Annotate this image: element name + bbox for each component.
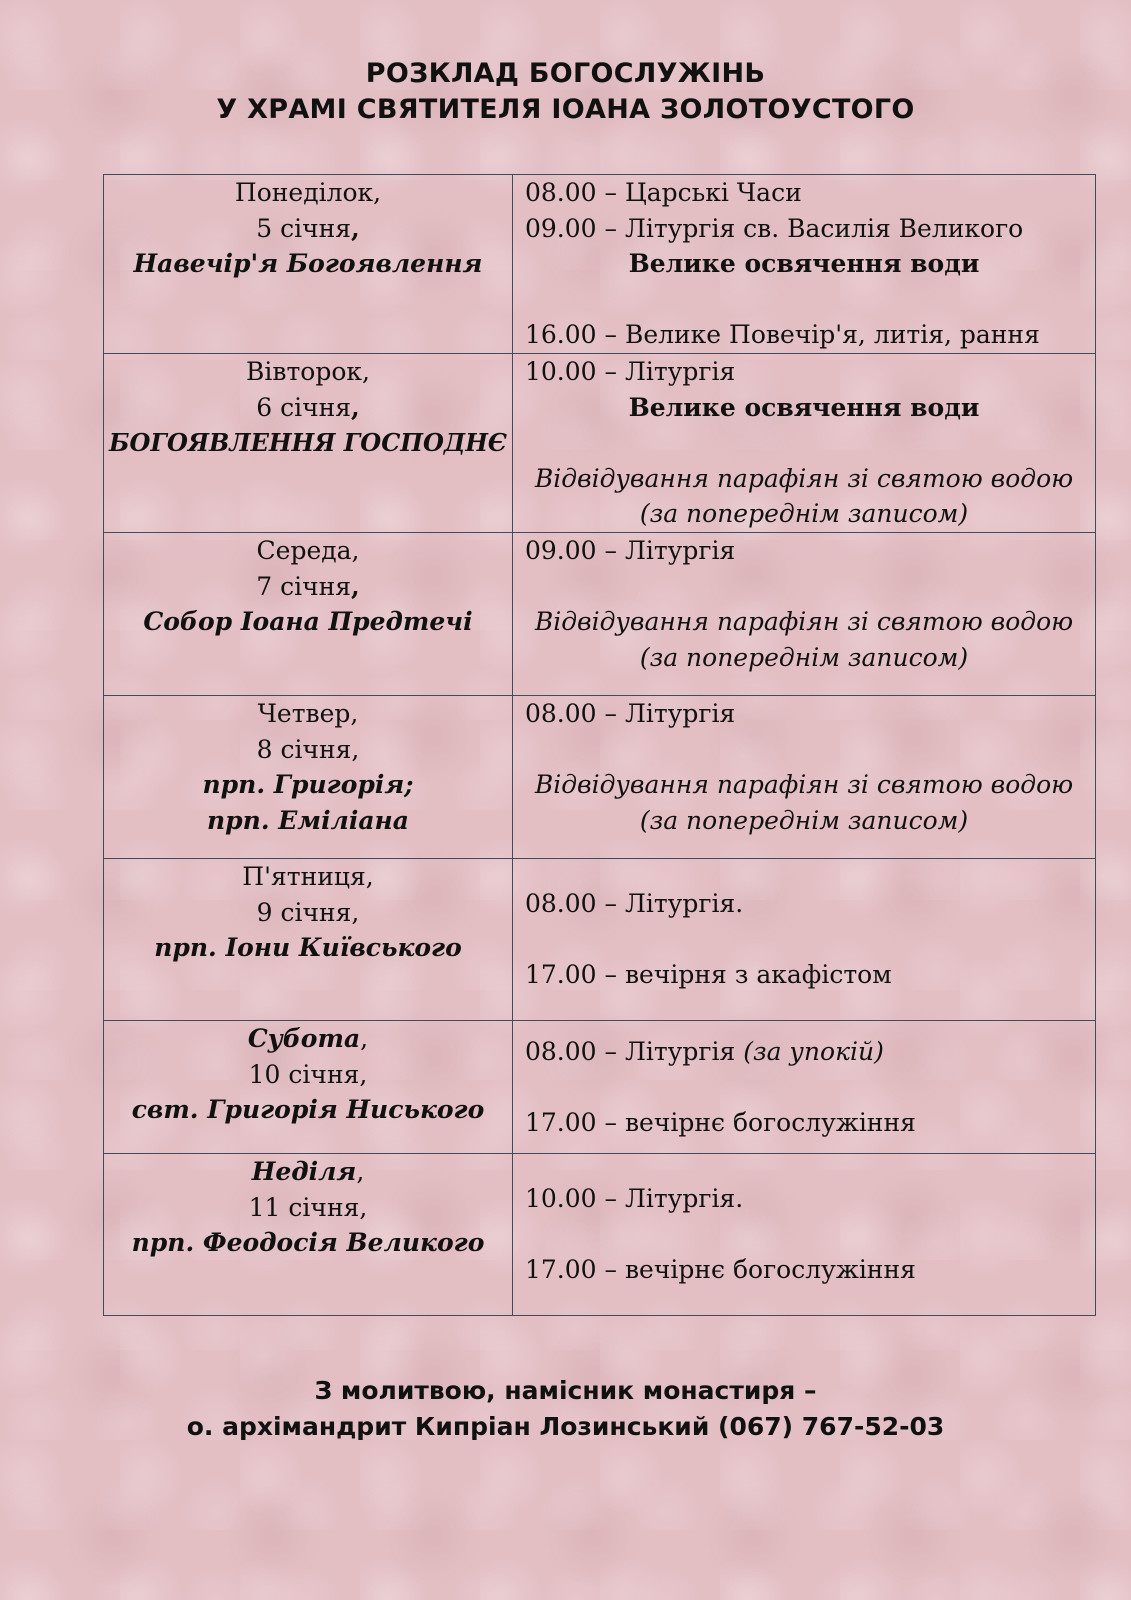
services-cell [513,1020,1096,1153]
service-item: 08.00 – Літургія. [525,889,744,919]
table-row [104,1020,1096,1153]
schedule-table [103,174,1096,1316]
weekday: Субота [247,1023,361,1053]
services-cell [513,858,1096,1020]
table-row [104,858,1096,1020]
weekday: Вівторок, [246,356,370,386]
services-cell [513,1153,1096,1315]
service-note: (за упокій) [743,1036,884,1066]
weekday: Неділя [251,1156,357,1186]
weekday-punct: , [360,1023,369,1053]
service-item: 09.00 – Літургія св. Василія Великого [525,213,1024,243]
service-highlight: Велике освячення води [628,392,980,422]
day-cell [104,858,513,1020]
weekday-punct: , [356,1156,365,1186]
date: 6 січня [256,392,352,422]
signature-footer [0,1373,1131,1445]
feast-name: прп. Григорія; [202,770,414,800]
feast-name: прп. Еміліана [207,805,409,835]
footer-line-1: З молитвою, намісник монастиря – [314,1376,817,1405]
day-cell [104,353,513,532]
date-punct: , [351,392,360,422]
table-row [104,1153,1096,1315]
weekday: Середа, [256,535,360,565]
date-punct: , [351,571,360,601]
visit-note: Відвідування парафіян зі святою водою [534,770,1074,800]
day-cell [104,1153,513,1315]
services-cell [513,695,1096,858]
date: 7 січня [256,571,352,601]
feast-name: БОГОЯВЛЕННЯ ГОСПОДНЄ [109,428,507,458]
footer-line-2: о. архімандрит Кипріан Лозинський (067) 767-52-03 [186,1412,945,1441]
visit-note-sub: (за попереднім записом) [639,499,969,529]
feast-name: Собор Іоана Предтечі [143,607,473,637]
date: 11 січня, [248,1192,368,1222]
service-item: 08.00 – Царські Часи [525,178,802,207]
date: 8 січня, [256,734,360,764]
service-item: 10.00 – Літургія. [525,1184,744,1214]
date: 5 січня [256,213,352,243]
weekday: Понеділок, [234,178,382,207]
day-cell [104,532,513,695]
services-cell [513,175,1096,354]
feast-name: прп. Іони Київського [154,933,462,963]
feast-name: Навечір'я Богоявлення [133,249,483,279]
title-line-2: У ХРАМІ СВЯТИТЕЛЯ ІОАНА ЗОЛОТОУСТОГО [216,94,915,125]
table-row [104,532,1096,695]
service-item: 17.00 – вечірнє богослужіння [525,1255,916,1285]
visit-note-sub: (за попереднім записом) [639,642,969,672]
service-item: 09.00 – Літургія [525,535,736,565]
service-highlight: Велике освячення води [628,249,980,279]
service-item: 17.00 – вечірня з акафістом [525,960,892,990]
title-line-1: РОЗКЛАД БОГОСЛУЖІНЬ [365,58,766,89]
service-item: 08.00 – Літургія [525,1036,736,1066]
service-item: 08.00 – Літургія [525,698,736,728]
weekday: П'ятниця, [242,861,374,891]
visit-note-sub: (за попереднім записом) [639,805,969,835]
day-cell [104,175,513,354]
service-item: 16.00 – Велике Повечір'я, литія, рання [525,320,1040,350]
visit-note: Відвідування парафіян зі святою водою [534,463,1074,493]
day-cell [104,1020,513,1153]
table-row [104,695,1096,858]
feast-name: прп. Феодосія Великого [131,1228,485,1258]
date-punct: , [351,213,360,243]
table-row [104,175,1096,354]
feast-name: свт. Григорія Ниського [131,1095,485,1125]
day-cell [104,695,513,858]
service-item: 17.00 – вечірнє богослужіння [525,1107,916,1137]
services-cell [513,353,1096,532]
date: 9 січня, [256,897,360,927]
service-item: 10.00 – Літургія [525,356,736,386]
services-cell [513,532,1096,695]
date: 10 січня, [248,1059,368,1089]
table-row [104,353,1096,532]
weekday: Четвер, [257,698,359,728]
page-title [0,56,1131,128]
visit-note: Відвідування парафіян зі святою водою [534,607,1074,637]
